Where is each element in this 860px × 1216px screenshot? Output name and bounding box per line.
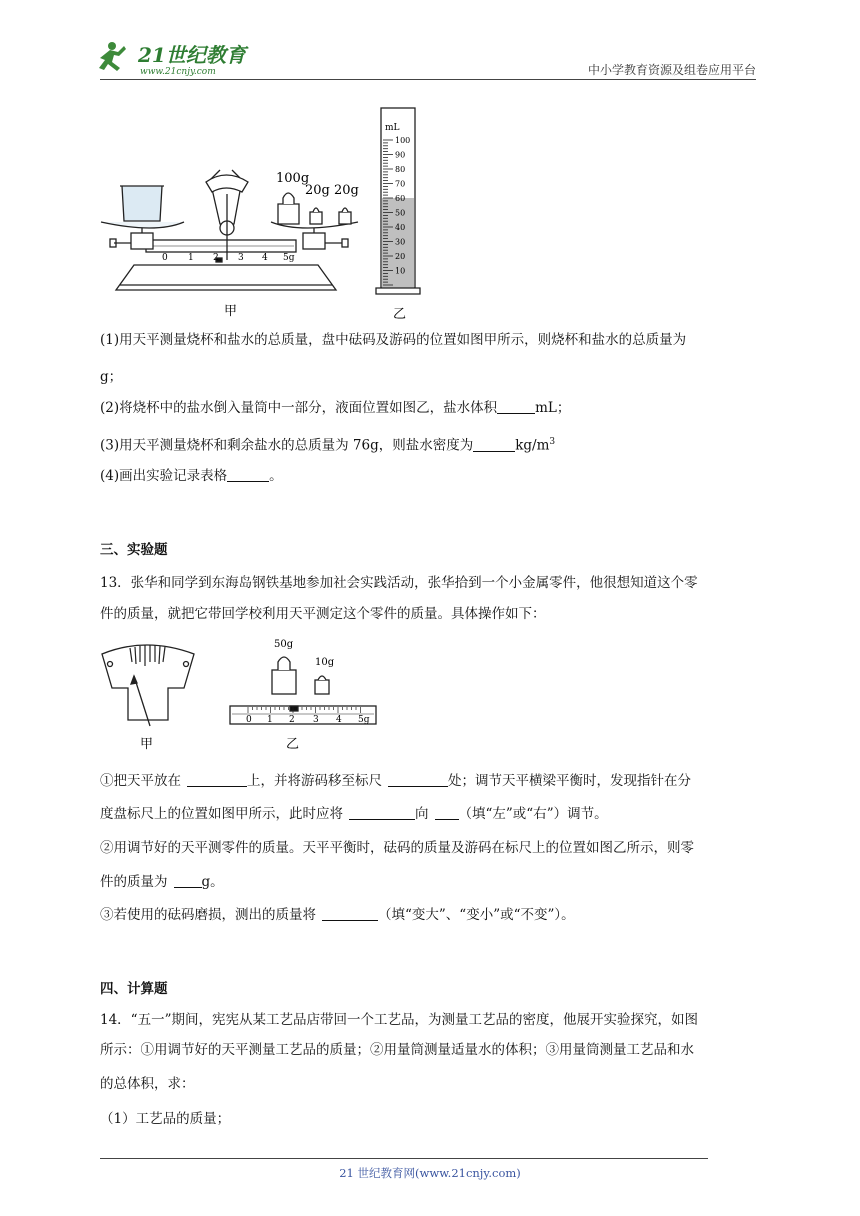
cylinder-tick-label: 80 (395, 165, 406, 174)
weight-label-10g: 10g (315, 657, 335, 668)
scale-tick-5: 5g (283, 253, 295, 263)
q13-blank-direction[interactable] (435, 805, 459, 820)
figure2-label-yi: 乙 (286, 737, 300, 752)
q14-subquestion1: （1）工艺品的质量； (100, 1111, 231, 1127)
logo-url: www.21cnjy.com (140, 67, 216, 77)
scale-tick-3: 3 (238, 253, 244, 263)
q13-blank-zero[interactable] (388, 772, 448, 787)
q12-part1: (1)用天平测量烧杯和盐水的总质量，盘中砝码及游码的位置如图甲所示，则烧杯和盐水的总质量为 (100, 332, 687, 348)
weight-label-100g: 100g (276, 171, 310, 186)
cylinder-tick-label: 100 (395, 136, 411, 145)
figure-label-yi: 乙 (393, 307, 407, 322)
header-divider (100, 79, 756, 80)
q13-step2-line2: 件的质量为 g。 (100, 874, 224, 890)
q12-blank-volume[interactable] (497, 399, 535, 414)
cylinder-tick-label: 60 (395, 194, 406, 203)
figure2-label-jia: 甲 (140, 737, 154, 752)
site-logo (94, 38, 264, 78)
cylinder-tick-label: 30 (395, 237, 406, 247)
q13-step1-line2: 度盘标尺上的位置如图甲所示，此时应将 向 （填“左”或“右”）调节。 (100, 806, 608, 822)
footer-text: 21 世纪教育网(www.21cnjy.com) (339, 1166, 521, 1180)
scale-tick-4: 4 (262, 253, 268, 263)
q13-line2: 件的质量，就把它带回学校利用天平测定这个零件的质量。具体操作如下： (100, 606, 546, 622)
weight-label-50g: 50g (274, 639, 294, 650)
section3-title: 三、实验题 (100, 542, 168, 558)
cylinder-tick-label: 50 (395, 208, 406, 218)
rider-tick-1: 1 (267, 715, 273, 725)
figure-balance-cylinder (96, 100, 436, 322)
q13-blank-mass[interactable] (174, 873, 202, 888)
q13-blank-place[interactable] (187, 772, 247, 787)
q12-part2: (2)将烧杯中的盐水倒入量筒中一部分，液面位置如图乙，盐水体积 mL； (100, 400, 571, 416)
cylinder-tick-label: 10 (395, 266, 406, 276)
scale-tick-0: 0 (162, 253, 168, 263)
weight-label-20g-a: 20g (305, 183, 330, 198)
weight-label-20g-b: 20g (334, 183, 359, 198)
rider-tick-5: 5g (358, 715, 370, 725)
scale-tick-1: 1 (188, 253, 194, 263)
scale-tick-2: 2 (213, 253, 219, 263)
q12-blank-table[interactable] (227, 467, 269, 482)
rider-tick-2: 2 (289, 715, 295, 725)
q13-step3: ③若使用的砝码磨损，测出的质量将 （填“变大”、“变小”或“不变”）。 (100, 907, 575, 923)
q14-line3: 的总体积，求： (100, 1076, 195, 1092)
rider-tick-0: 0 (246, 715, 252, 725)
q12-blank-density[interactable] (473, 437, 515, 452)
cylinder-tick-label: 20 (395, 252, 406, 261)
q13-blank-nut[interactable] (349, 805, 415, 820)
footer-divider (100, 1158, 708, 1159)
rider-tick-3: 3 (313, 715, 319, 725)
cylinder-tick-label: 90 (395, 150, 406, 160)
q13-step1-line1: ①把天平放在 上，并将游码移至标尺 处；调节天平横梁平衡时，发现指针在分 (100, 773, 691, 789)
logo-text: 21世纪教育 (138, 43, 246, 67)
figure-label-jia: 甲 (224, 304, 238, 319)
q14-line1: 14．“五一”期间，宪宪从某工艺品店带回一个工艺品，为测量工艺品的密度，他展开实验探究，如图 (100, 1012, 698, 1028)
q14-line2: 所示：①用调节好的天平测量工艺品的质量；②用量筒测量适量水的体积；③用量筒测量工艺品和水 (100, 1042, 694, 1058)
cylinder-tick-label: 70 (395, 179, 406, 189)
q13-step2-line1: ②用调节好的天平测零件的质量。天平平衡时，砝码的质量及游码在标尺上的位置如图乙所示，则零 (100, 840, 694, 856)
cylinder-tick-label: 40 (395, 223, 406, 232)
cylinder-unit: mL (385, 123, 400, 133)
q12-part3: (3)用天平测量烧杯和剩余盐水的总质量为 76g，则盐水密度为 $kg/m^3$ (100, 437, 556, 454)
rider-tick-4: 4 (336, 715, 342, 725)
q13-line1: 13．张华和同学到东海岛钢铁基地参加社会实践活动，张华拾到一个小金属零件，他很想知道这个零 (100, 575, 698, 591)
q13-blank-worn[interactable] (322, 906, 378, 921)
platform-name: 中小学教育资源及组卷应用平台 (587, 63, 756, 77)
section4-title: 四、计算题 (100, 981, 168, 997)
figure-dial-rider (96, 632, 396, 757)
q12-part1-unit: g； (100, 369, 123, 385)
q12-part4: (4)画出实验记录表格 。 (100, 468, 283, 484)
